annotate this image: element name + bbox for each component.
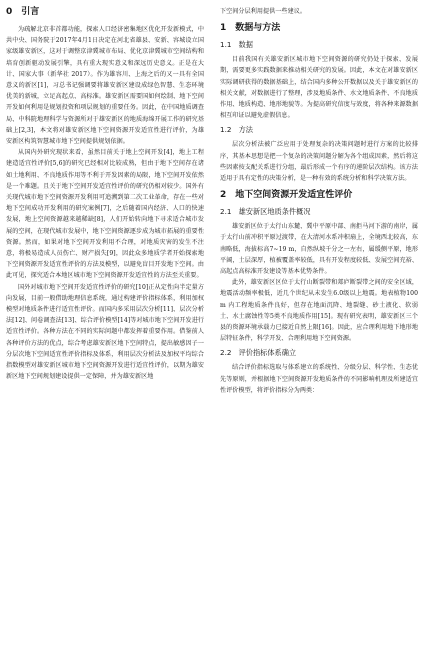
section-1-heading: 1 数据与方法: [220, 23, 281, 34]
section-2-1-text-1: 雄安新区位于太行山东麓、冀中平原中部、南拒马河下游的南岸，属于太行山前冲积平原过渡带，在大清河水系冲积扇上，全境西北较高，东南略低，海拔标高7~19 m，自然纵坡千分之一左右，属缓侧平原，地形平阔，土层深厚，植被覆盖率较低，具有开发程度较低、发展空间充裕、高起点高标准开发建设等基本优势条件。: [220, 223, 418, 276]
section-2-heading: 2 地下空间资源开发适宜性评价: [220, 190, 353, 201]
section-1-2-heading: 1.2 方法: [220, 125, 253, 135]
right-column: [220, 6, 418, 396]
left-column: [6, 6, 204, 383]
section-1-1-text: 目前我国有关雄安新区城市地下空间资源的研究仍处于探索、发展期，需要更多实践数据来推动相关研究的发展。因此，本文在对雄安新区实际调研获得的数据基础上，结合国内多种公开数据以及关于雄安新区的相关文献，对数据进行了整理，涉及地质条件、水文地质条件、不良地质作用、地质构造、地形地貌等。为提高研究信度与效度，将各种来源数据相互印证以避免虚假信息。: [220, 56, 418, 120]
section-2-1-text-2: 此外，雄安新区区位于太行山断裂带和郯庐断裂带之间的安全区域，地震活动频率极低，近几个世纪从未发生6.0级以上地震。地表植物100 m 内工程地质条件良好，但存在地面沉降、地裂缝、砂土液化、软弱土、水土腐蚀性等5类不良地质作用[15]。现有研究表明，雄安新区三个县的资源环境承载力已接近自然上限[16]。因此，应合理利用地下地形地层特征条件，科学开发、合理利用地下空间资源。: [220, 279, 418, 343]
intro-paragraph-2: 从国内外研究现状来看，虽然目前关于地上空间开发[4]，地上工程建造适宜性评价[5,6]的研究已经相对比较成熟，但由于地下空间存在诸如土地利用、不良地质作用等不利于开发因素的局限，地下空间开发依然是一个难题。且关于地下空间开发适宜性评价的研究仍相对较少。国外有关现代城市地下空间资源开发利用可追溯到第二次工业革命，存在一些对地下空间成功开发利用的研究案例[7]，之后随着国内经济、人口的快速发展，地上空间资源越来越稀缺[8]，人们开始转向地下寻求适合城市发展的空间，在现代城市发展中，地下空间资源逐步成为城市拓展的重要性资源。然而，如果对地下空间开发利用不合理，对地质灾害的发生不注意，将极易造成人员伤亡、财产损失[9]，因此众多地质学者开始探索地下空间资源开发适宜性评价的方法及模型，以避免盲目开发地下空间。由此可见，探究适合本地区城市地下空间资源开发适宜性的方法至关重要。: [6, 149, 204, 280]
section-2-1-heading: 2.1 雄安新区地质条件概况: [220, 207, 311, 217]
section-2-2-heading: 2.2 评价指标体系确立: [220, 348, 297, 358]
section-2-2-text: 结合评价指标选取与体系建立的系统性、分级分层、科学性、生态优先等原则，并根据地下空间资源开发地质条件的不同影响机理及所建适宜性评价模型，将评价指标分为两类：: [220, 364, 418, 394]
intro-paragraph-1: 为疏解北京非首都功能，探索人口经济密集地区优化开发新模式，中共中央、国务院于2017年4月1日决定在河北省雄县、安新、容城设立国家级雄安新区，这对于调整京津冀城市布局、优化京津冀城市空间结构和培育创新驱动发展引擎，具有重大现实意义和深远历史意义。正是在大计、国家大事（新华社 2017）。作为雄容川、上海之后的又一具有全国意义的新区[1]，习总书记强调要将雄安新区建设成绿色智慧、生态环境优美的新城，立足高起点、高标准。雄安新区需要国如何绘制、地下空间开发如何利用是规划投资和项层规划的重要任务。因此，在中国地质调查局、中科院地理科学与资源所对于雄安新区的地质海绵开展工作的研究基础上[2,3]，本文将对雄安新区地下空间资源开发适宜性进行评价，为雄安新区构筑智慧城市地下空间提供规划依据。: [6, 26, 204, 146]
continuation-text: 下空间分层利用提供一些建议。: [220, 8, 307, 15]
section-1-2-text: 层次分析法被广泛应用于处理复杂的决策问题时进行方案的比较排序，其基本思想是把一个复杂的决策问题分解为各个组成因素，然后将这些因素按支配关系进行分组，最后形成一个有序的递阶层次结构。该方法适用于具有定性的决策分析，是一种有效的系统分析和科学决策方法。: [220, 141, 418, 183]
intro-paragraph-3: 国外对城市地下空间开发适宜性评价的研究[10]正从定性向半定量方向发展，目前一般借助地理信息系统，通过构建评价指标体系，利用加权模型对地质条件进行适宜性评价。而国内多采用层次分析[11]、层次分析法[12]、问卷调查法[13]、综合评价模型[14]等对城市地下空间开发进行适宜性评价。各种方法在不同的实际问题中都发挥着重要作用。借鉴前人各种评价方法的优点，综合考虑雄安新区地下空间特点，提出敏感因子一分层次地下空间适宜性评价指标及体系，利用层次分析法及加权平均综合指数模型对雄安新区城市地下空间资源开发进行适宜性评价，以期为雄安新区地下空间规划建设提供一定保障，并为雄安新区地: [6, 283, 204, 381]
introduction-heading: 0 引言: [6, 7, 40, 17]
section-1-1-heading: 1.1 数据: [220, 40, 253, 50]
